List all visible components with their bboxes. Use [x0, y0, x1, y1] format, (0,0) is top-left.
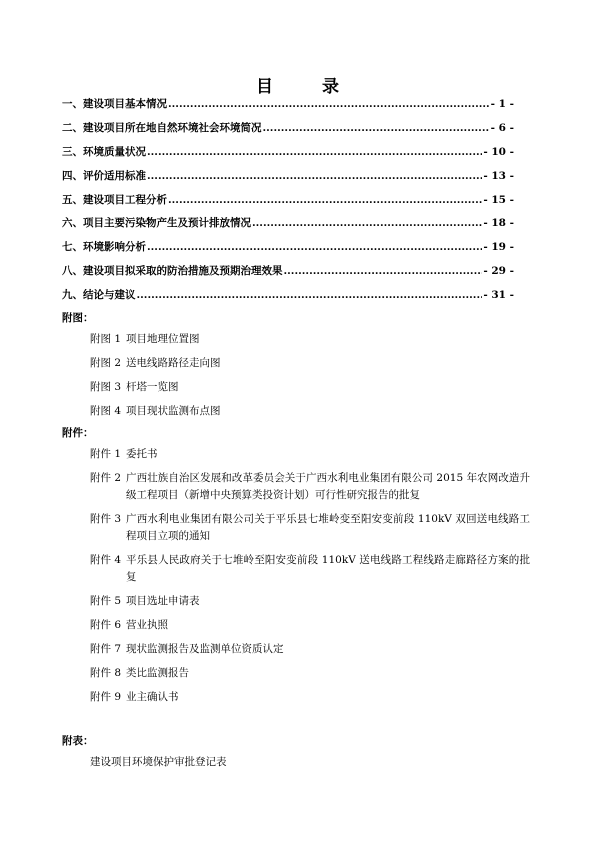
toc-entry-page: - 31 -	[483, 289, 514, 302]
table-of-contents	[62, 96, 514, 311]
toc-leader-dots	[168, 194, 482, 206]
list-item	[90, 403, 530, 420]
figure-label: 附图 1	[90, 333, 122, 345]
list-item	[90, 593, 530, 610]
toc-leader-dots	[137, 289, 483, 301]
list-item	[90, 511, 530, 545]
toc-leader-dots	[284, 265, 483, 277]
toc-entry-page: - 13 -	[483, 169, 514, 182]
toc-entry-label: 一、建设项目基本情况	[62, 98, 167, 110]
toc-entry[interactable]	[62, 120, 514, 144]
attachment-title: 业主确认书	[126, 691, 179, 703]
attachment-title: 类比监测报告	[126, 667, 190, 679]
tables-heading: 附表：	[62, 735, 94, 747]
attachment-label: 附件 6	[90, 619, 122, 631]
toc-entry[interactable]	[62, 168, 514, 192]
figure-title: 杆塔一览图	[126, 381, 179, 393]
attachment-title: 项目选址申请表	[126, 595, 200, 607]
attachments-heading: 附件：	[62, 427, 94, 439]
figure-label: 附图 3	[90, 381, 122, 393]
list-item	[90, 641, 530, 658]
toc-leader-dots	[147, 146, 482, 158]
figure-label: 附图 2	[90, 357, 122, 369]
attachment-label: 附件 4	[90, 554, 122, 566]
toc-entry-page: - 18 -	[483, 217, 514, 230]
attachment-label: 附件 2	[90, 472, 122, 484]
toc-leader-dots	[147, 170, 482, 182]
attachment-label: 附件 7	[90, 643, 122, 655]
attachment-title: 现状监测报告及监测单位资质认定	[126, 643, 284, 655]
list-item	[90, 689, 530, 706]
toc-leader-dots	[168, 98, 490, 110]
figures-list	[90, 331, 530, 427]
toc-entry[interactable]	[62, 96, 514, 120]
list-item	[90, 617, 530, 634]
figure-title: 项目地理位置图	[126, 333, 200, 345]
toc-entry[interactable]	[62, 192, 514, 216]
list-item	[90, 552, 530, 586]
attachment-title: 广西壮族自治区发展和改革委员会关于广西水利电业集团有限公司 2015 年农网改造升级工程项目（新增中央预算类投资计划）可行性研究报告的批复	[126, 472, 530, 501]
attachment-label: 附件 5	[90, 595, 122, 607]
toc-entry-page: - 1 -	[490, 98, 514, 110]
list-item	[90, 379, 530, 396]
toc-entry[interactable]	[62, 263, 514, 287]
toc-leader-dots	[147, 241, 482, 253]
list-item	[90, 331, 530, 348]
page-title: 目 录	[256, 77, 355, 97]
figures-heading: 附图：	[62, 312, 94, 324]
toc-entry-page: - 15 -	[483, 193, 514, 206]
toc-entry-label: 七、环境影响分析	[62, 241, 146, 254]
figure-title: 项目现状监测布点图	[126, 405, 221, 417]
figure-label: 附图 4	[90, 405, 122, 417]
attachment-title: 广西水利电业集团有限公司关于平乐县七堆岭变至阳安变前段 110kV 双回送电线路工程项目立项的通知	[126, 513, 530, 542]
toc-entry-label: 九、结论与建议	[62, 289, 136, 302]
attachment-title: 营业执照	[126, 619, 169, 631]
toc-entry-page: - 29 -	[483, 265, 514, 278]
toc-entry-label: 八、建设项目拟采取的防治措施及预期治理效果	[62, 265, 283, 278]
attachment-title: 平乐县人民政府关于七堆岭至阳安变前段 110kV 送电线路工程线路走廊路径方案的批复	[126, 554, 530, 583]
toc-entry-label: 六、项目主要污染物产生及预计排放情况	[62, 217, 251, 230]
attachment-title: 委托书	[126, 448, 158, 460]
table-item: 建设项目环境保护审批登记表	[90, 756, 227, 768]
toc-entry[interactable]	[62, 239, 514, 263]
toc-entry-page: - 6 -	[490, 121, 514, 134]
list-item	[90, 665, 530, 682]
toc-entry-label: 五、建设项目工程分析	[62, 193, 167, 206]
toc-entry-page: - 10 -	[483, 145, 514, 158]
toc-entry-label: 三、环境质量状况	[62, 145, 146, 158]
toc-leader-dots	[252, 217, 482, 229]
toc-entry[interactable]	[62, 144, 514, 168]
list-item	[90, 470, 530, 504]
toc-entry-label: 二、建设项目所在地自然环境社会环境简况	[62, 121, 262, 134]
attachment-label: 附件 8	[90, 667, 122, 679]
toc-entry[interactable]	[62, 287, 514, 311]
list-item	[90, 446, 530, 463]
toc-leader-dots	[263, 122, 490, 134]
figure-title: 送电线路路径走向图	[126, 357, 221, 369]
attachment-label: 附件 3	[90, 513, 122, 525]
toc-entry-label: 四、评价适用标准	[62, 169, 146, 182]
list-item	[90, 355, 530, 372]
attachment-label: 附件 9	[90, 691, 122, 703]
toc-entry-page: - 19 -	[483, 241, 514, 254]
attachments-list	[90, 446, 530, 713]
toc-entry[interactable]	[62, 215, 514, 239]
attachment-label: 附件 1	[90, 448, 122, 460]
